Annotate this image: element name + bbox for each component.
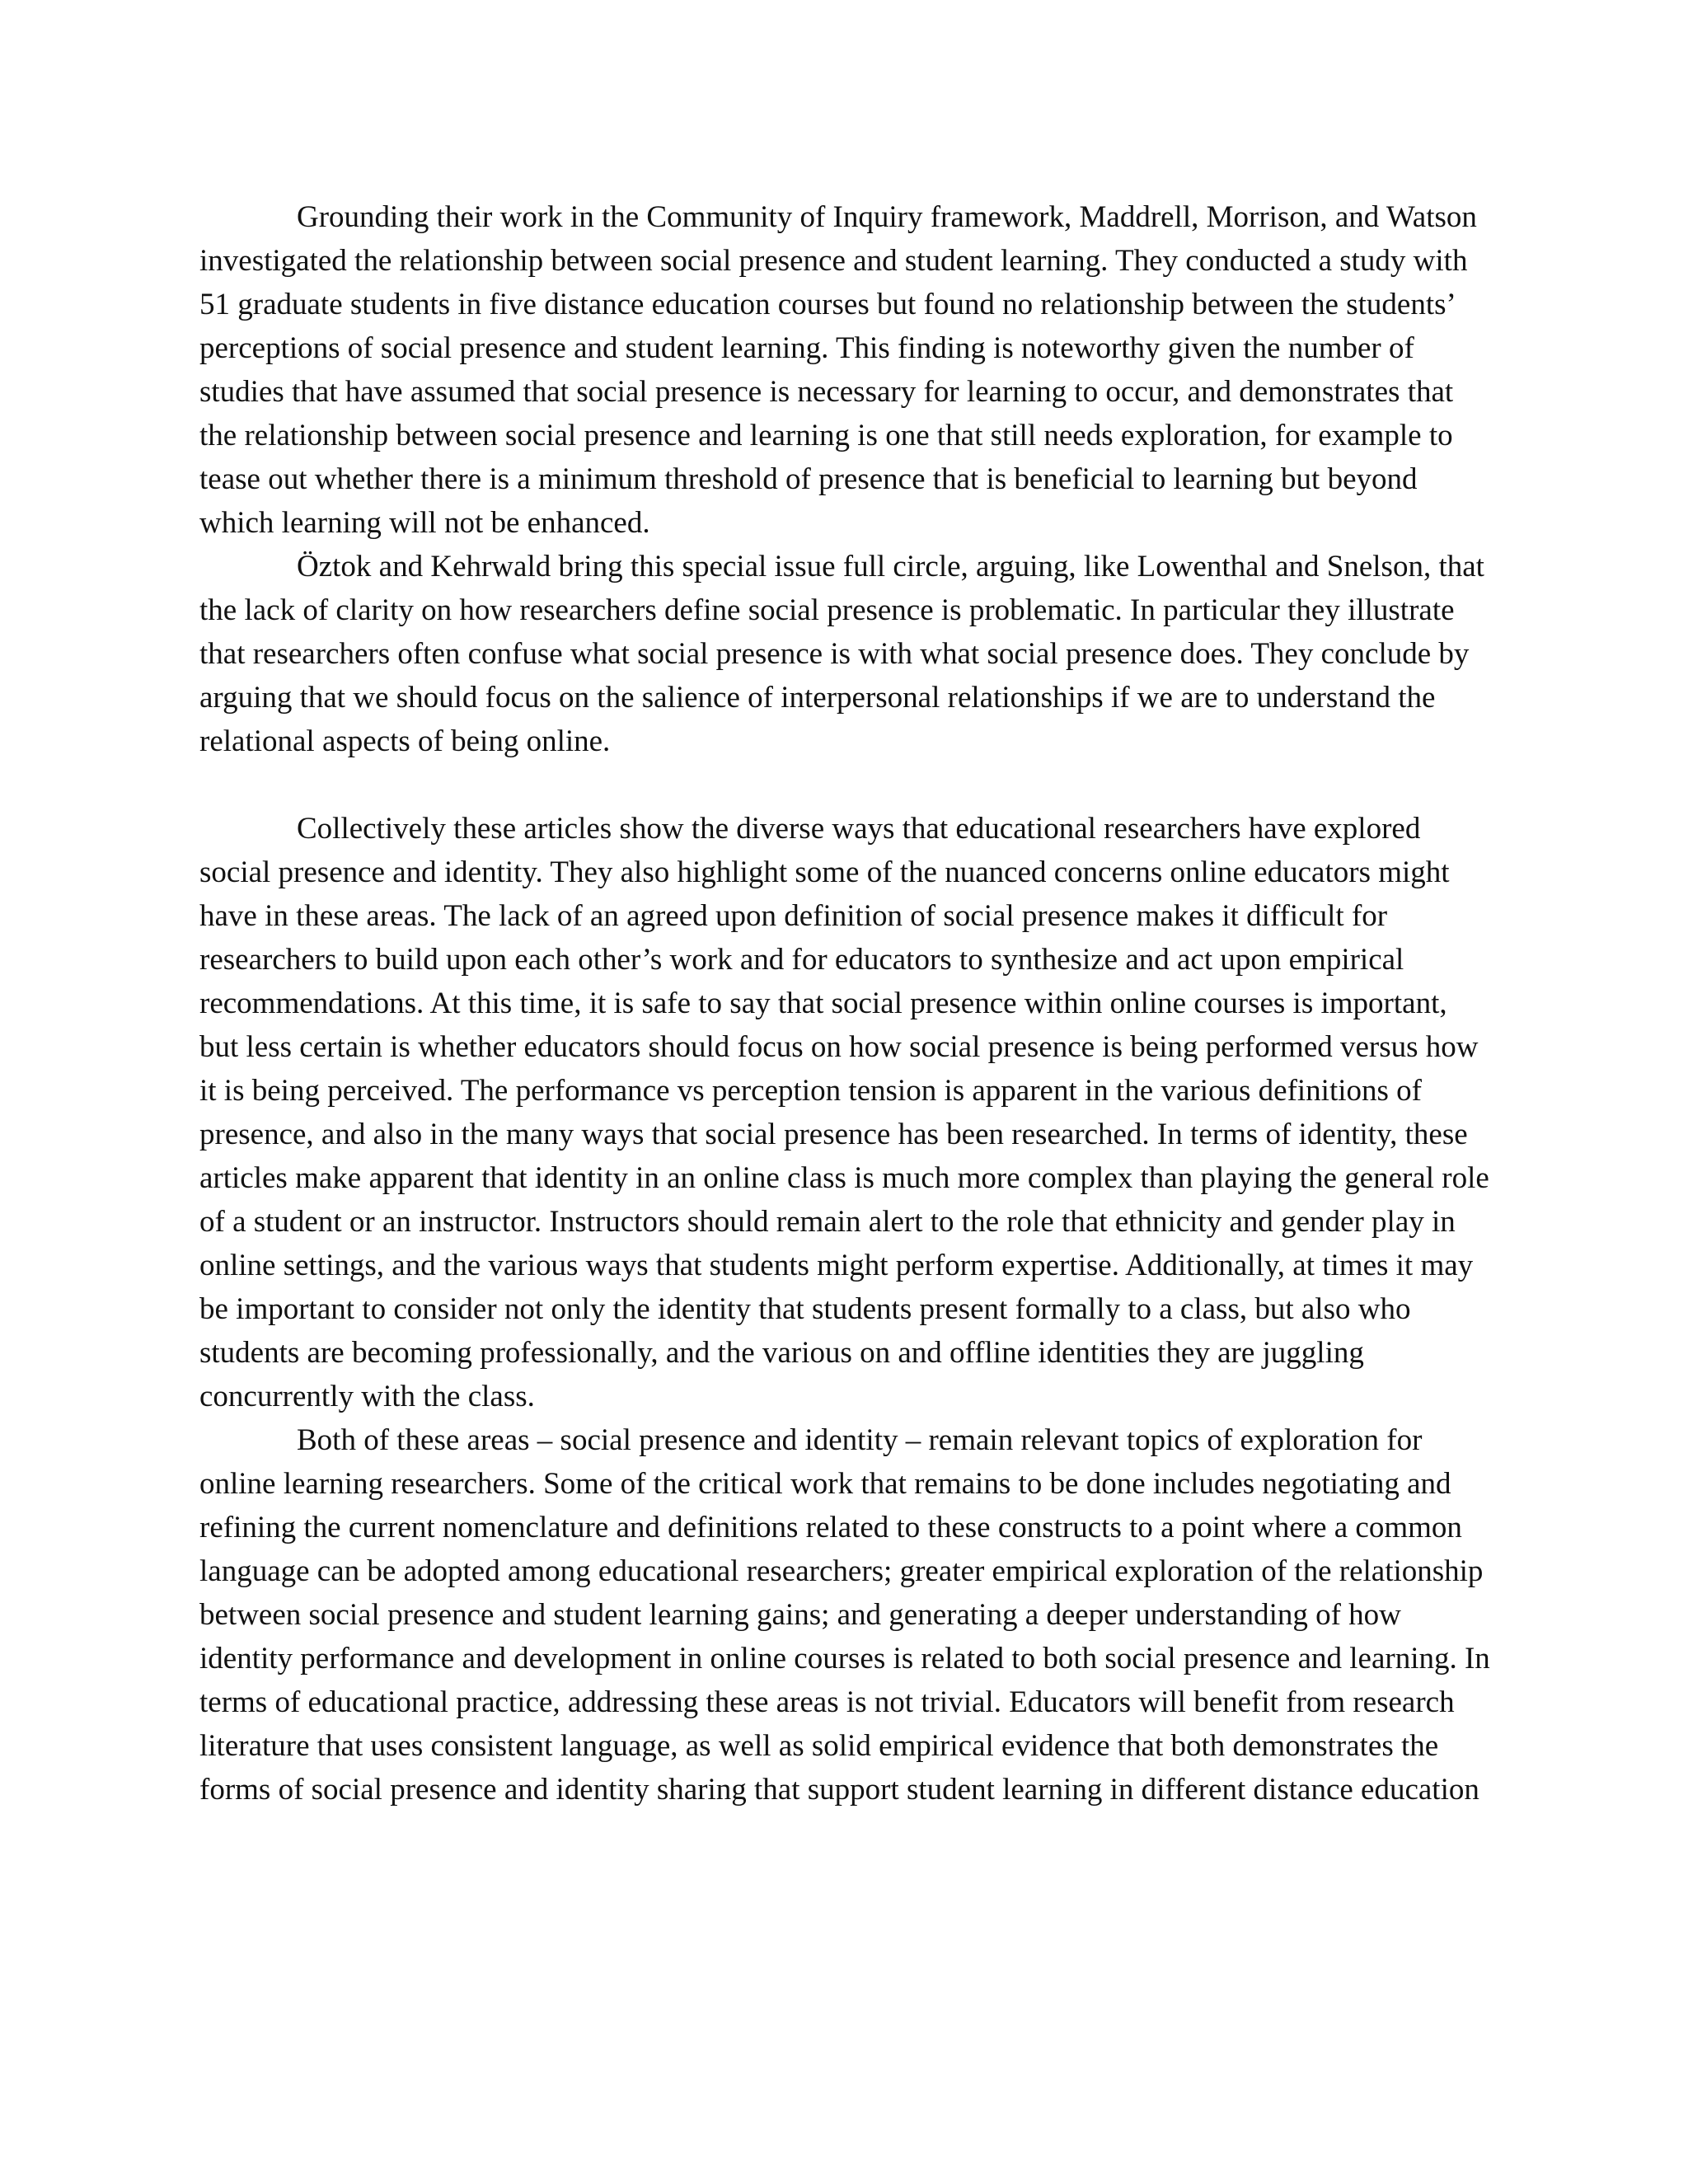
paragraph-oztok-kehrwald: Öztok and Kehrwald bring this special issue full circle, arguing, like Lowenthal and Snelson, that the lack of clarity on how researchers define social presence is problematic. In particular they illustrate that researchers often confuse what social presence is with what social presence does. They conclude by arguing that we should focus on the salience of interpersonal relationships if we are to understand the relational aspects of being online.	[199, 550, 1484, 758]
paragraph-collectively: Collectively these articles show the diverse ways that educational researchers have explored social presence and identity. They also highlight some of the nuanced concerns online educators might have in these areas. The lack of an agreed upon definition of social presence makes it difficult for researchers to build upon each other’s work and for educators to synthesize and act upon empirical recommendations. At this time, it is safe to say that social presence within online courses is important, but less certain is whether educators should focus on how social presence is being performed versus how it is being perceived. The performance vs perception tension is apparent in the various definitions of presence, and also in the many ways that social presence has been researched. In terms of identity, these articles make apparent that identity in an online class is much more complex than playing the general role of a student or an instructor. Instructors should remain alert to the role that ethnicity and gender play in online settings, and the various ways that students might perform expertise. Additionally, at times it may be important to consider not only the identity that students present formally to a class, but also who students are becoming professionally, and the various on and offline identities they are juggling concurrently with the class.	[199, 812, 1489, 1413]
paragraph-maddrell-study: Grounding their work in the Community of Inquiry framework, Maddrell, Morrison, and Watson investigated the relationship between social presence and student learning. They conducted a study with 51 graduate students in five distance education courses but found no relationship between the students’ perceptions of social presence and student learning. This finding is noteworthy given the number of studies that have assumed that social presence is necessary for learning to occur, and demonstrates that the relationship between social presence and learning is one that still needs exploration, for example to tease out whether there is a minimum threshold of presence that is beneficial to learning but beyond which learning will not be enhanced.	[199, 200, 1477, 540]
document-page	[199, 195, 1490, 1811]
paragraph-gap	[199, 763, 1490, 807]
paragraph-both-areas: Both of these areas – social presence and identity – remain relevant topics of exploration for online learning researchers. Some of the critical work that remains to be done includes negotiating and refining the current nomenclature and definitions related to these constructs to a point where a common language can be adopted among educational researchers; greater empirical exploration of the relationship between social presence and student learning gains; and generating a deeper understanding of how identity performance and development in online courses is related to both social presence and learning. In terms of educational practice, addressing these areas is not trivial. Educators will benefit from research literature that uses consistent language, as well as solid empirical evidence that both demonstrates the forms of social presence and identity sharing that support student learning in different distance education	[199, 1423, 1490, 1807]
